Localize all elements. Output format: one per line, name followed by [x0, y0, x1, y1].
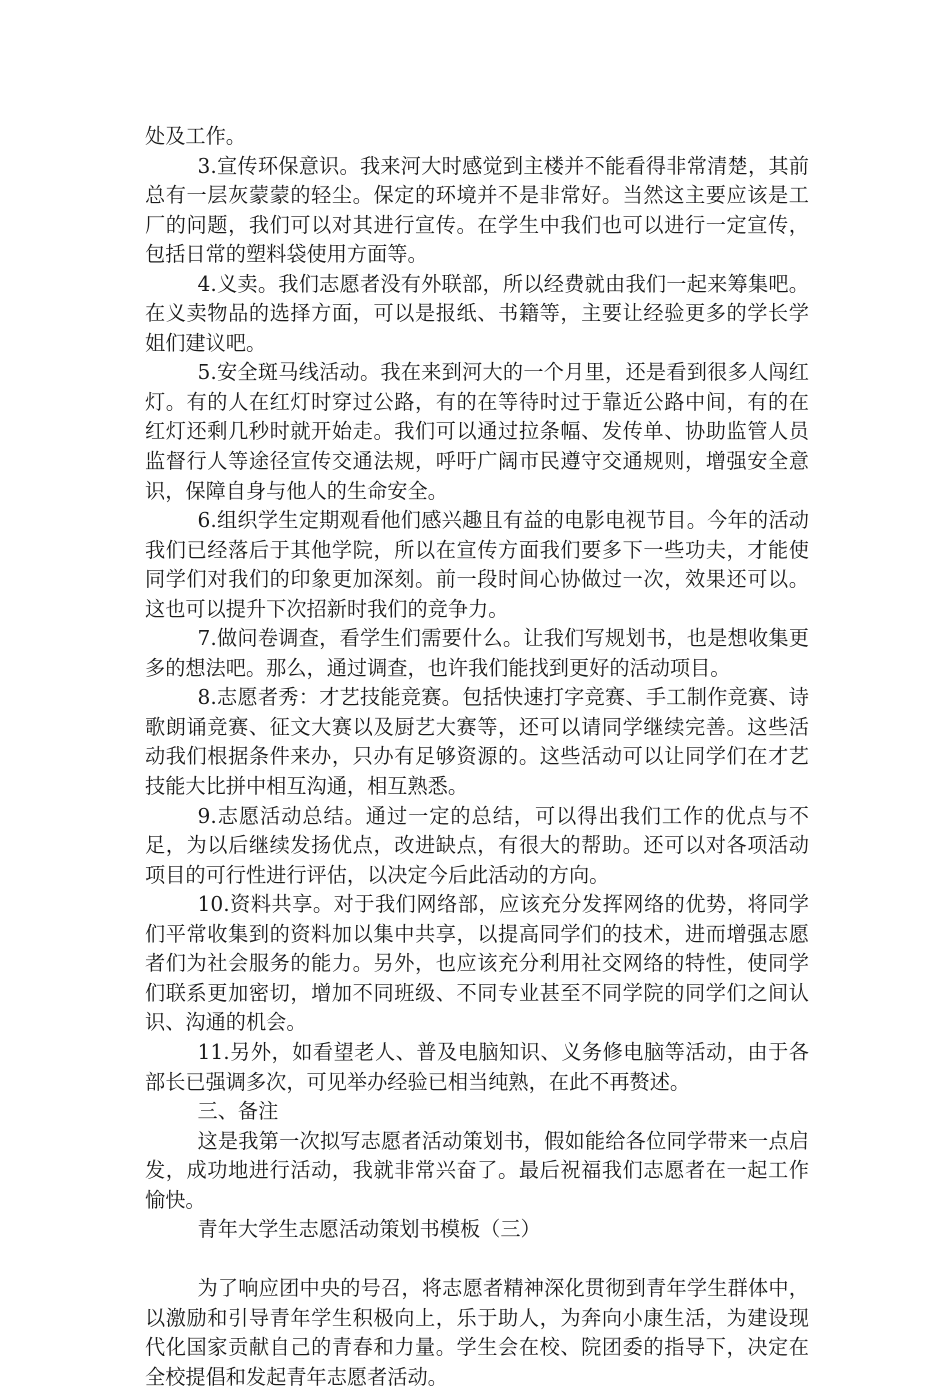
paragraph-notes: 这是我第一次拟写志愿者活动策划书，假如能给各位同学带来一点启发，成功地进行活动，我就非常兴奋了。最后祝福我们志愿者在一起工作愉快。 — [145, 1128, 809, 1212]
paragraph-item-10: 10.资料共享。对于我们网络部，应该充分发挥网络的优势，将同学们平常收集到的资料加以集中共享，以提高同学们的技术，进而增强志愿者们为社会服务的能力。另外，也应该充分利用社交网络的特性，使同学们联系更加密切，增加不同班级、不同专业甚至不同学院的同学们之间认识、沟通的机会。 — [145, 892, 809, 1035]
paragraph-item-8: 8.志愿者秀：才艺技能竞赛。包括快速打字竞赛、手工制作竞赛、诗歌朗诵竞赛、征文大赛以及厨艺大赛等，还可以请同学继续完善。这些活动我们根据条件来办，只办有足够资源的。这些活动可以让同学们在才艺技能大比拼中相互沟通，相互熟悉。 — [145, 685, 809, 799]
paragraph-item-3: 3.宣传环保意识。我来河大时感觉到主楼并不能看得非常清楚，其前总有一层灰蒙蒙的轻尘。保定的环境并不是非常好。当然这主要应该是工厂的问题，我们可以对其进行宣传。在学生中我们也可以进行一定宣传，包括日常的塑料袋使用方面等。 — [145, 153, 809, 267]
section-heading-notes: 三、备注 — [197, 1099, 279, 1124]
paragraph-item-9: 9.志愿活动总结。通过一定的总结，可以得出我们工作的优点与不足，为以后继续发扬优点，改进缺点，有很大的帮助。还可以对各项活动项目的可行性进行评估，以决定今后此活动的方向。 — [145, 803, 809, 887]
paragraph-item-11: 11.另外，如看望老人、普及电脑知识、义务修电脑等活动，由于各部长已强调多次，可见举办经验已相当纯熟，在此不再赘述。 — [145, 1039, 809, 1094]
paragraph-item-7: 7.做问卷调查，看学生们需要什么。让我们写规划书，也是想收集更多的想法吧。那么，通过调查，也许我们能找到更好的活动项目。 — [145, 626, 809, 680]
blank-line — [145, 1245, 809, 1275]
document-body — [145, 122, 809, 1393]
paragraph-continuation: 处及工作。 — [145, 124, 246, 148]
paragraph-intro: 为了响应团中央的号召，将志愿者精神深化贯彻到青年学生群体中，以激励和引导青年学生积极向上，乐于助人，为奔向小康生活，为建设现代化国家贡献自己的青春和力量。学生会在校、院团委的指导下，决定在全校提倡和发起青年志愿者活动。 — [145, 1276, 809, 1389]
paragraph-item-5: 5.安全斑马线活动。我在来到河大的一个月里，还是看到很多人闯红灯。有的人在红灯时穿过公路，有的在等待时过于靠近公路中间，有的在红灯还剩几秒时就开始走。我们可以通过拉条幅、发传单、协助监管人员监督行人等途径宣传交通法规，呼吁广阔市民遵守交通规则，增强安全意识，保障自身与他人的生命安全。 — [145, 360, 809, 503]
paragraph-item-4: 4.义卖。我们志愿者没有外联部，所以经费就由我们一起来筹集吧。在义卖物品的选择方面，可以是报纸、书籍等，主要让经验更多的学长学姐们建议吧。 — [145, 271, 809, 355]
paragraph-item-6: 6.组织学生定期观看他们感兴趣且有益的电影电视节目。今年的活动我们已经落后于其他学院，所以在宣传方面我们要多下一些功夫，才能使同学们对我们的印象更加深刻。前一段时间心协做过一次，效果还可以。这也可以提升下次招新时我们的竞争力。 — [145, 508, 809, 621]
section-title-template-3: 青年大学生志愿活动策划书模板（三） — [197, 1217, 541, 1242]
